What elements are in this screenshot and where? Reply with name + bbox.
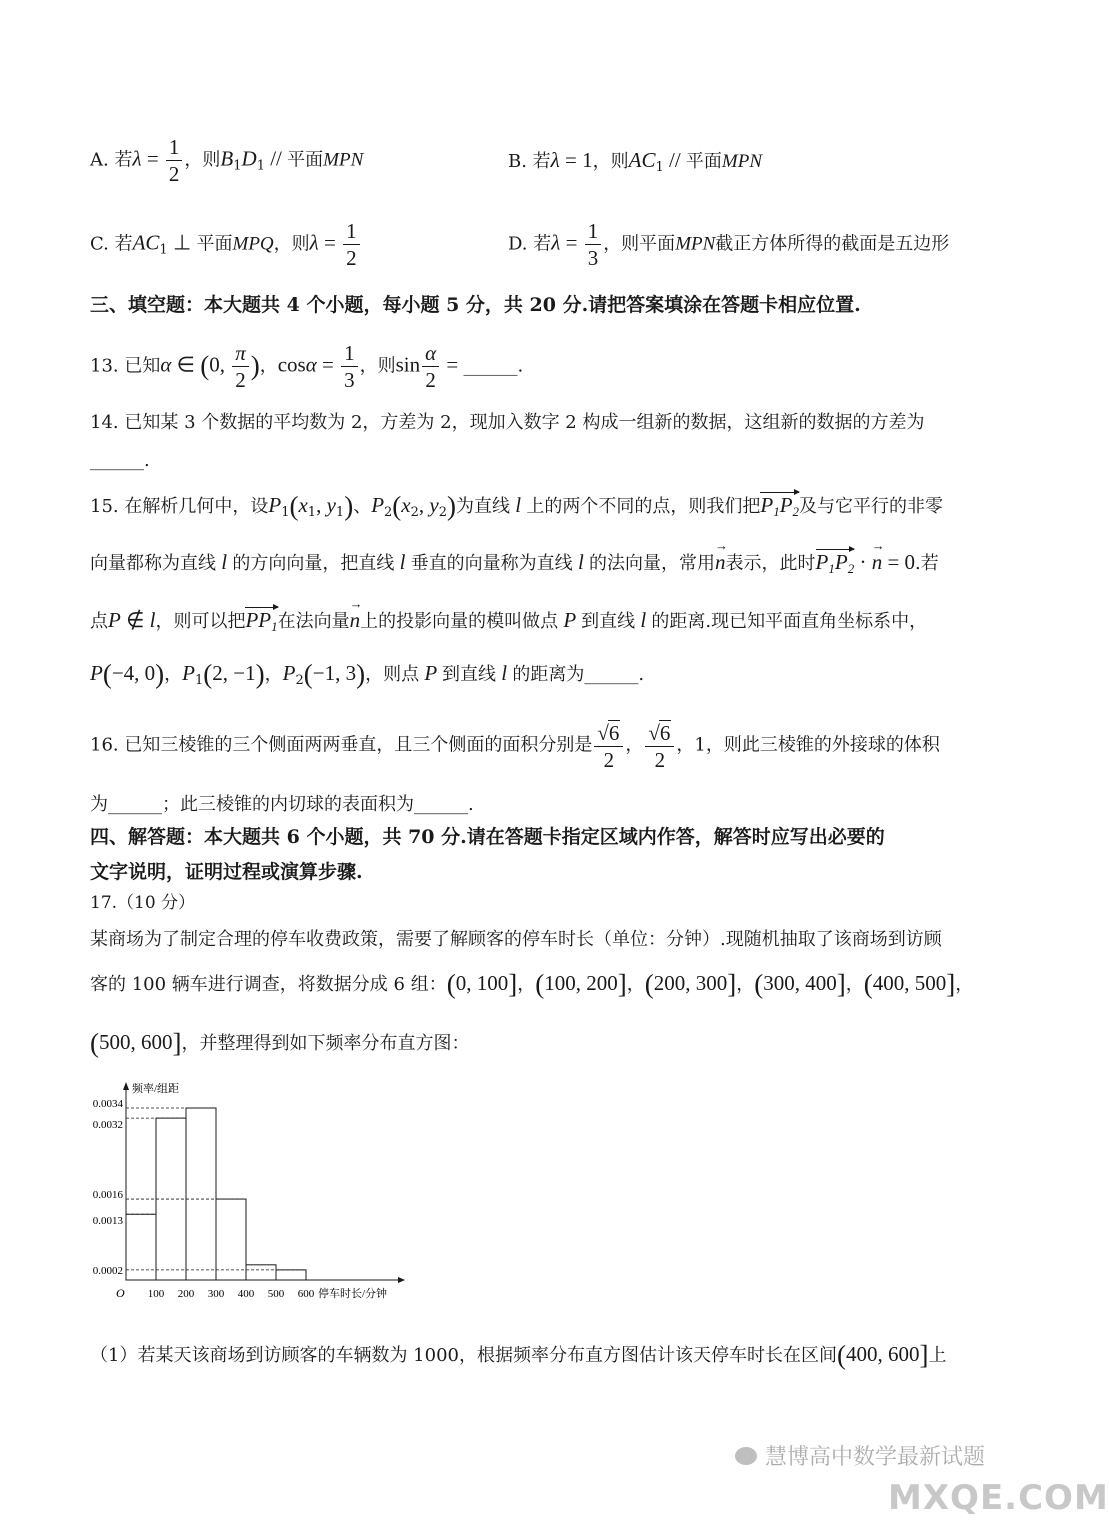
x-axis-label: 停车时长/分钟: [318, 1288, 388, 1300]
vector-p1p2: $P_1P_2$: [815, 550, 855, 576]
q13-label: 13. 已知: [90, 355, 161, 377]
q15-line1-c: 上的两个不同的点，则我们把: [526, 496, 761, 517]
option-c-plane: MPQ: [232, 233, 274, 255]
option-b-label: B. 若: [508, 151, 551, 172]
fraction-one-third: $\frac{1}{3}$: [585, 220, 602, 269]
option-a: A. 若λ = $\frac{1}{2}$ ，则$B_1D_1$ // 平面MPN: [90, 135, 364, 187]
option-d-label: D. 若: [508, 233, 552, 255]
x-tick-label: 600: [297, 1288, 315, 1300]
x-tick-label: 200: [177, 1288, 195, 1300]
y-tick-label: 0.0034: [92, 1098, 123, 1110]
histogram-bar: [216, 1199, 246, 1280]
y-tick-label: 0.0032: [92, 1119, 123, 1132]
frequency-histogram: [80, 1078, 420, 1318]
option-a-label: A. 若: [90, 149, 133, 171]
fraction-pi-over-2: $\frac{\pi}{2}$: [232, 342, 249, 391]
watermark-text: 慧博高中数学最新试题: [765, 1445, 986, 1470]
question-15-line4: P(−4, 0)，$P_1(2$, −1)，$P_2(-1$, 3)，则点 P 到直线 l 的距离为______.: [90, 659, 645, 689]
option-d: D. 若λ = $\frac{1}{3}$ ，则平面MPN截正方体所得的截面是五边形: [508, 219, 950, 271]
wechat-watermark: [735, 1440, 985, 1471]
x-tick-label: 100: [147, 1288, 165, 1300]
option-c-tail: ，则: [273, 233, 310, 255]
y-tick-label: 0.0002: [92, 1264, 123, 1277]
x-tick-label: 500: [267, 1288, 285, 1300]
fraction-one-half: $\frac{1}{2}$: [343, 220, 360, 269]
y-tick-label: 0.0016: [92, 1189, 123, 1202]
option-b-tail: ，则: [592, 151, 629, 172]
question-17-sub1: （1）若某天该商场到访顾客的车辆数为 1000，根据频率分布直方图估计该天停车时长在区间(400, 600]上: [90, 1340, 947, 1370]
option-b-plane-label: 平面: [685, 151, 722, 172]
y-tick-label: 0.0013: [92, 1215, 123, 1228]
vector-p1p2: $P_1P_2$: [760, 493, 800, 519]
q15-line1-d: 及与它平行的非零: [799, 496, 944, 517]
x-tick-label: 400: [237, 1288, 255, 1300]
normal-vector-n: → n: [715, 552, 726, 573]
option-b-plane: MPN: [721, 151, 763, 172]
question-14-line2: ______.: [90, 450, 150, 471]
section-4-heading-line1: 四、解答题：本大题共 6 个小题，共 70 分.请在答题卡指定区域内作答，解答时应写出必要的: [90, 826, 885, 848]
q15-line3-d: 上的投影向量的模叫做点: [360, 611, 559, 632]
question-15-line3: 点P ∉ l，则可以把$PP_1$在法向量→ n上的投影向量的模叫做点 P 到直线 l 的距离.现已知平面直角坐标系中，: [90, 607, 927, 633]
q15-line2-a: 向量都称为直线: [90, 553, 216, 574]
histogram-bar: [186, 1108, 216, 1280]
q15-line3-e: 到直线: [581, 611, 636, 632]
brand-watermark-logo: MXQE.COM: [888, 1478, 1109, 1518]
normal-vector-n: → n: [872, 552, 883, 573]
fraction-one-third: $\frac{1}{3}$: [341, 342, 358, 391]
fraction-sqrt6-over-2: $\frac{√6}{2}$: [645, 720, 674, 771]
question-17-head: 17.（10 分）: [90, 893, 196, 913]
option-a-plane: MPN: [323, 149, 364, 171]
option-d-tail: ，则平面: [603, 233, 676, 255]
option-a-plane-label: 平面: [287, 149, 324, 171]
fraction-alpha-over-2: $\frac{\alpha}{2}$: [422, 342, 439, 391]
option-d-plane: MPN: [675, 233, 716, 255]
q15-line1-a: 15. 在解析几何中，设: [90, 496, 269, 517]
question-15-line1: 15. 在解析几何中，设$P_1(x_1$, $y_1$)、$P_2(x_2$, $y_2$)为直线 l 上的两个不同的点，则我们把$P_1P_2$及与它平行的非零: [90, 491, 944, 521]
question-17-line2: 客的 100 辆车进行调查，将数据分成 6 组：(0, 100]，(100, 200]，(200, 300]，(300, 400]，(400, 500]，: [90, 969, 974, 999]
question-16-line1: 16. 已知三棱锥的三个侧面两两垂直，且三个侧面的面积分别是 $\frac{√6}{2}$ ， $\frac{√6}{2}$ ，1，则此三棱锥的外接球的体积: [90, 721, 940, 773]
q17-line3-tail: ，并整理得到如下频率分布直方图：: [181, 1033, 470, 1054]
question-17-line3: (500, 600]，并整理得到如下频率分布直方图：: [90, 1028, 470, 1058]
q16-line1-b: ，1，则此三棱锥的外接球的体积: [676, 734, 940, 756]
section-4-heading-line2: 文字说明，证明过程或演算步骤.: [90, 861, 363, 883]
q16-line1-a: 16. 已知三棱锥的三个侧面两两垂直，且三个侧面的面积分别是: [90, 734, 593, 756]
fraction-sqrt6-over-2: $\frac{√6}{2}$: [594, 720, 623, 771]
question-13: 13. 已知α ∈ (0, $\frac{\pi}{2}$ )，cosα = $\frac{1}{3}$ ，则sin $\frac{\alpha}{2}$ = ______.: [90, 341, 524, 393]
question-17-line1: 某商场为了制定合理的停车收费政策，需要了解顾客的停车时长（单位：分钟）.现随机抽取了该商场到访顾: [90, 929, 942, 950]
q15-line2-f: .若: [915, 553, 939, 574]
q15-line4-tail3: 的距离为______.: [512, 664, 645, 685]
question-16-line2: 为______；此三棱锥的内切球的表面积为______.: [90, 794, 474, 815]
question-15-line2: 向量都称为直线 l 的方向向量，把直线 l 垂直的向量称为直线 l 的法向量，常用→ n表示，此时$P_1P_2$ · → n = 0.若: [90, 549, 939, 575]
vector-pp1: $PP_1$: [245, 608, 278, 634]
q15-line3-b: ，则可以把: [155, 611, 246, 632]
q15-line2-c: 垂直的向量称为直线: [410, 553, 573, 574]
option-d-end: 截正方体所得的截面是五边形: [715, 233, 950, 255]
y-axis-arrow: [123, 1082, 129, 1090]
q15-line1-b: 为直线: [456, 496, 511, 517]
option-b: B. 若λ = 1，则$AC_1$ // 平面MPN: [508, 148, 763, 175]
fraction-one-half: $\frac{1}{2}$: [166, 136, 183, 185]
q15-line2-b: 的方向向量，把直线: [232, 553, 395, 574]
q15-line2-e: 表示，此时: [725, 553, 816, 574]
section-3-heading: 三、填空题：本大题共 4 个小题，每小题 5 分，共 20 分.请把答案填涂在答题卡相应位置.: [90, 294, 861, 316]
option-a-tail: ，则: [184, 149, 221, 171]
wechat-icon: [735, 1447, 757, 1465]
q13-blank: ______.: [463, 355, 524, 377]
q15-line3-f: 的距离.现已知平面直角坐标系中，: [651, 611, 928, 632]
question-14-line1: 14. 已知某 3 个数据的平均数为 2，方差为 2，现加入数字 2 构成一组新的数据，这组新的数据的方差为: [90, 412, 925, 433]
q15-line4-tail2: 到直线: [442, 664, 497, 685]
x-tick-label: 300: [207, 1288, 225, 1300]
histogram-bar: [276, 1270, 306, 1280]
option-c-label: C. 若: [90, 233, 133, 255]
q17-line2-a: 客的 100 辆车进行调查，将数据分成 6 组：: [90, 974, 447, 995]
origin-label: O: [116, 1286, 125, 1300]
q17-sub1-b: 上: [928, 1345, 947, 1366]
y-axis-label: 频率/组距: [132, 1083, 180, 1095]
q15-line2-d: 的法向量，常用: [589, 553, 716, 574]
normal-vector-n: → n: [350, 610, 361, 631]
q17-sub1-a: （1）若某天该商场到访顾客的车辆数为 1000，根据频率分布直方图估计该天停车时长在区间: [90, 1345, 837, 1366]
option-c: C. 若$AC_1$ ⊥ 平面MPQ，则λ = $\frac{1}{2}$: [90, 220, 362, 269]
q13-tail: ，则: [359, 355, 396, 377]
x-axis-arrow: [398, 1277, 405, 1283]
option-c-plane-label: 平面: [196, 233, 233, 255]
q15-line3-a: 点: [90, 611, 108, 632]
histogram-bar: [246, 1265, 276, 1280]
q15-line3-c: 在法向量: [277, 611, 350, 632]
q15-line4-tail: ，则点: [365, 664, 420, 685]
